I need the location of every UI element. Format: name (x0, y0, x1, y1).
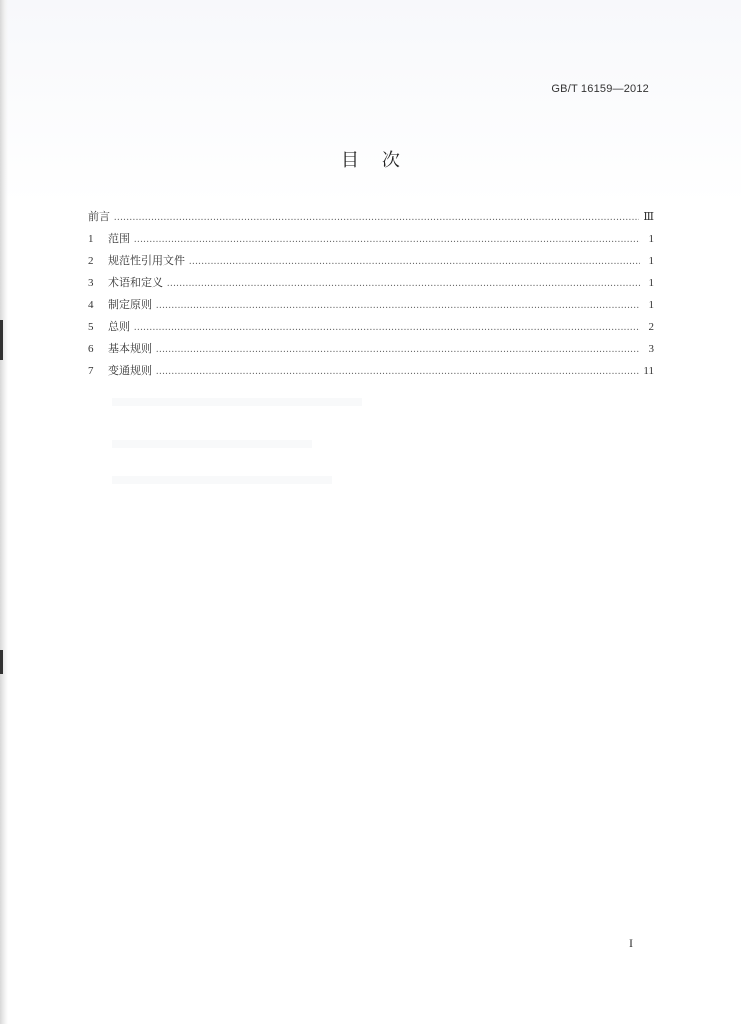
toc-entry-1[interactable] (88, 228, 654, 250)
toc-leader-dots (134, 317, 640, 339)
toc-leader-dots (114, 207, 639, 229)
toc-entry-page: 2 (648, 321, 654, 333)
toc-entry-6[interactable] (88, 338, 654, 360)
standard-code: GB/T 16159—2012 (551, 83, 649, 95)
table-of-contents (88, 206, 654, 382)
toc-leader-dots (156, 295, 640, 317)
toc-entry-number: 4 (88, 299, 94, 311)
toc-leader-dots (156, 361, 639, 383)
toc-entry-foreword[interactable] (88, 206, 654, 228)
toc-entry-label: 基本规则 (108, 342, 152, 355)
toc-entry-page: 3 (648, 343, 654, 355)
toc-entry-3[interactable] (88, 272, 654, 294)
toc-leader-dots (156, 339, 640, 361)
toc-entry-2[interactable] (88, 250, 654, 272)
toc-entry-page: 1 (648, 277, 654, 289)
show-through-smudge (112, 476, 332, 484)
toc-entry-number: 6 (88, 343, 94, 355)
toc-entry-page: 1 (648, 299, 654, 311)
show-through-smudge (112, 398, 362, 406)
show-through-smudge (112, 440, 312, 448)
toc-entry-number: 2 (88, 255, 94, 267)
toc-leader-dots (167, 273, 640, 295)
toc-entry-page: 1 (648, 233, 654, 245)
toc-entry-page: Ⅲ (643, 211, 654, 223)
toc-entry-label: 总则 (108, 320, 130, 333)
toc-entry-7[interactable] (88, 360, 654, 382)
toc-entry-page: 11 (643, 365, 654, 377)
toc-leader-dots (189, 251, 640, 273)
toc-title: 目 次 (341, 150, 400, 171)
toc-entry-label: 范围 (108, 232, 130, 245)
toc-entry-label: 变通规则 (108, 364, 152, 377)
toc-entry-label: 前言 (88, 210, 110, 223)
toc-entry-label: 术语和定义 (108, 276, 163, 289)
toc-entry-number: 3 (88, 277, 94, 289)
scan-edge-mark (0, 650, 3, 674)
toc-entry-5[interactable] (88, 316, 654, 338)
toc-entry-number: 7 (88, 365, 94, 377)
toc-leader-dots (134, 229, 640, 251)
toc-entry-number: 5 (88, 321, 94, 333)
page-number: I (629, 936, 633, 950)
scan-edge-mark (0, 320, 3, 360)
toc-entry-4[interactable] (88, 294, 654, 316)
toc-entry-page: 1 (648, 255, 654, 267)
toc-entry-number: 1 (88, 233, 94, 245)
toc-entry-label: 制定原则 (108, 298, 152, 311)
toc-entry-label: 规范性引用文件 (108, 254, 185, 267)
